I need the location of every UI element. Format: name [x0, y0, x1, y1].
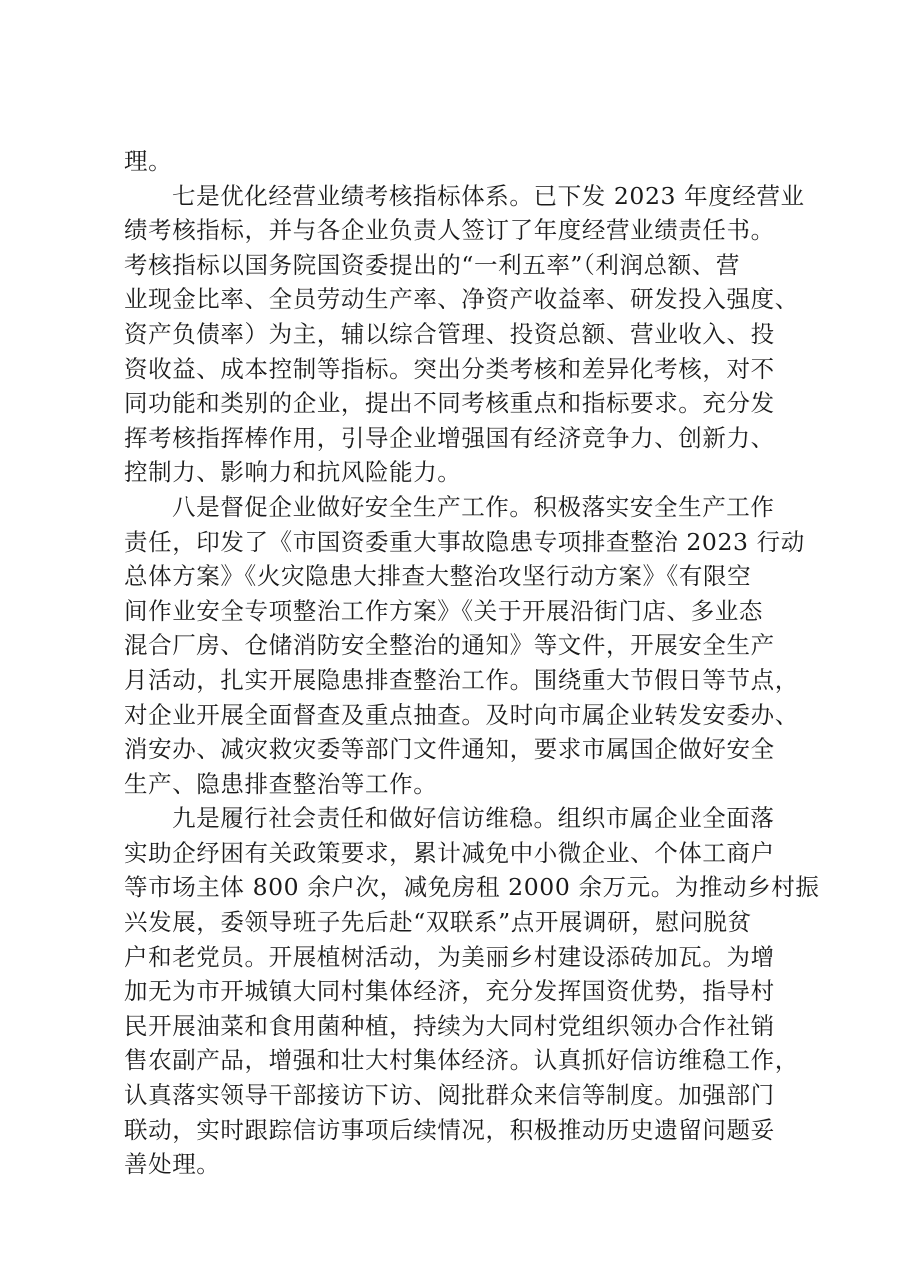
text-line: 资产负债率）为主，辅以综合管理、投资总额、营业收入、投: [124, 319, 775, 348]
text-line: 等市场主体 800 余户次，减免房租 2000 余万元。为推动乡村振: [124, 873, 820, 902]
paragraph-seven: [124, 179, 805, 490]
paragraph-eight: [124, 490, 805, 801]
text-line: 责任，印发了《市国资委重大事故隐患专项排查整治 2023 行动: [124, 527, 805, 556]
text-line: 联动，实时跟踪信访事项后续情况，积极推动历史遗留问题妥: [124, 1115, 775, 1144]
text-line: 资收益、成本控制等指标。突出分类考核和差异化考核，对不: [124, 354, 775, 383]
text-line: 售农副产品，增强和壮大村集体经济。认真抓好信访维稳工作，: [124, 1046, 799, 1075]
text-line: 善处理。: [124, 1150, 221, 1179]
text-line: 生产、隐患排查整治等工作。: [124, 769, 438, 798]
paragraph-continuation: [124, 144, 792, 179]
text-line: 间作业安全专项整治工作方案》《关于开展沿街门店、多业态: [124, 596, 763, 625]
text-line: 混合厂房、仓储消防安全整治的通知》等文件，开展安全生产: [124, 631, 775, 660]
text-line: 兴发展，委领导班子先后赴“双联系”点开展调研，慰问脱贫: [124, 908, 752, 937]
text-line: 认真落实领导干部接访下访、阅批群众来信等制度。加强部门: [124, 1081, 775, 1110]
text-line: 民开展油菜和食用菌种植，持续为大同村党组织领办合作社销: [124, 1011, 775, 1040]
text-line: 九是履行社会责任和做好信访维稳。组织市属企业全面落: [172, 804, 775, 833]
text-line: 月活动，扎实开展隐患排查整治工作。围绕重大节假日等节点，: [124, 665, 799, 694]
text-line: 业现金比率、全员劳动生产率、净资产收益率、研发投入强度、: [124, 285, 799, 314]
text-line: 户和老党员。开展植树活动，为美丽乡村建设添砖加瓦。为增: [124, 942, 775, 971]
text-line: 绩考核指标，并与各企业负责人签订了年度经营业绩责任书。: [124, 216, 775, 245]
text-line: 挥考核指挥棒作用，引导企业增强国有经济竞争力、创新力、: [124, 423, 775, 452]
text-line: 消安办、减灾救灾委等部门文件通知，要求市属国企做好安全: [124, 735, 775, 764]
text-line: 考核指标以国务院国资委提出的“一利五率”（利润总额、营: [124, 250, 740, 279]
text-line: 控制力、影响力和抗风险能力。: [124, 458, 462, 487]
text-line: 八是督促企业做好安全生产工作。积极落实安全生产工作: [172, 492, 775, 521]
text-line: 实助企纾困有关政策要求，累计减免中小微企业、个体工商户: [124, 838, 775, 867]
text-line: 七是优化经营业绩考核指标体系。已下发 2023 年度经营业: [172, 181, 805, 210]
text-line: 同功能和类别的企业，提出不同考核重点和指标要求。充分发: [124, 389, 775, 418]
text-line: 总体方案》《火灾隐患大排查大整治攻坚行动方案》《有限空: [124, 562, 752, 591]
document-body: [124, 144, 820, 1182]
text-line: 理。: [124, 147, 173, 175]
paragraph-nine: [124, 801, 820, 1182]
text-line: 对企业开展全面督查及重点抽查。及时向市属企业转发安委办、: [124, 700, 799, 729]
text-line: 加无为市开城镇大同村集体经济，充分发挥国资优势，指导村: [124, 977, 775, 1006]
